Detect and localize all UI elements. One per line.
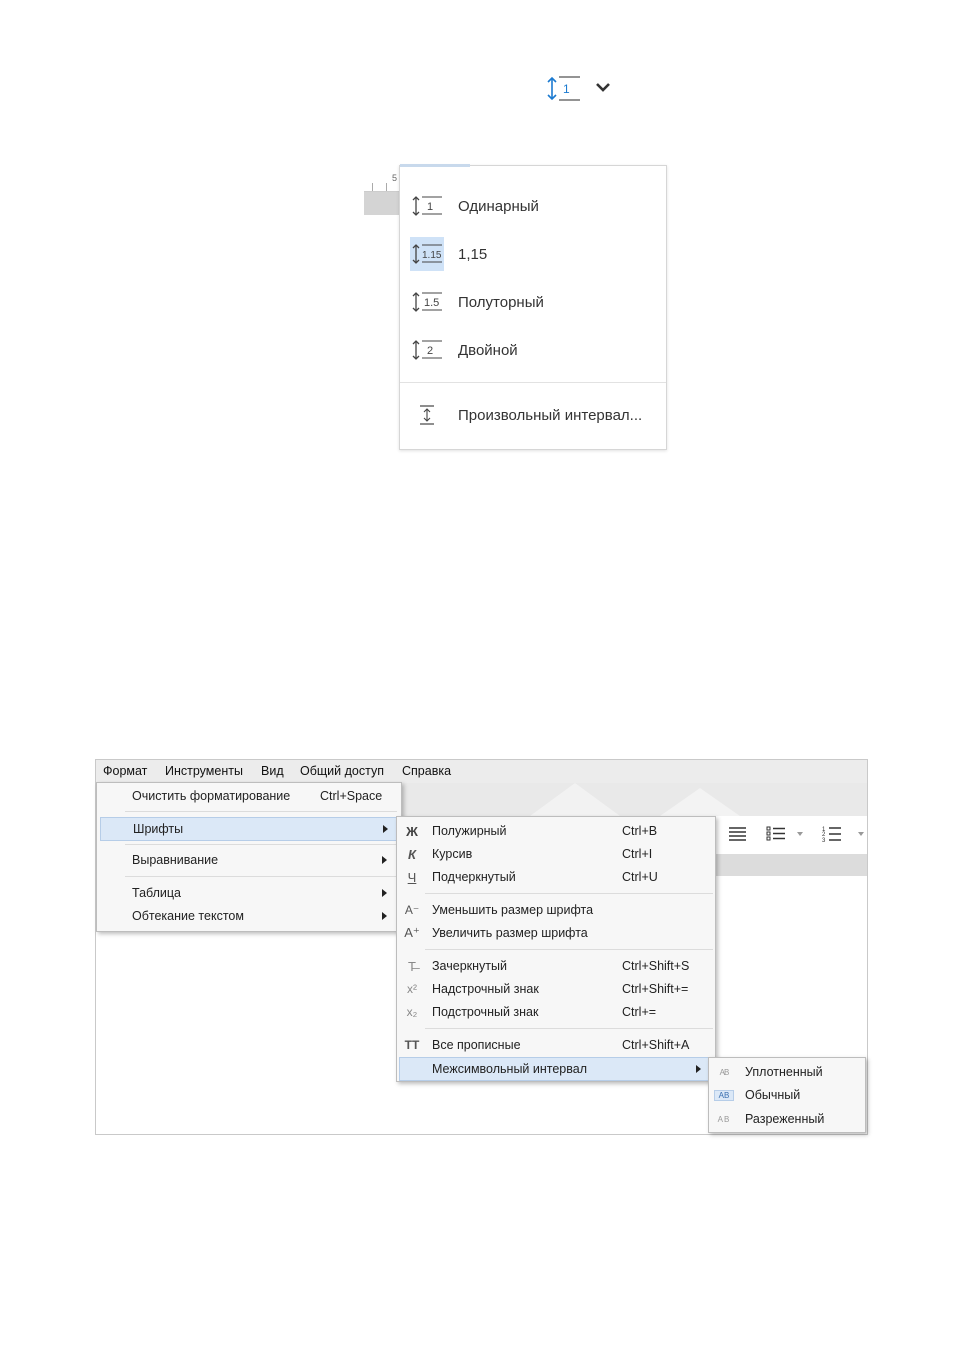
- line-spacing-2-icon: [410, 333, 444, 367]
- item-label: Шрифты: [133, 822, 184, 836]
- text-wrap-item[interactable]: [103, 905, 397, 927]
- decrease-font-icon: A⁻: [404, 903, 420, 917]
- option-label: Одинарный: [458, 197, 539, 215]
- option-label: Полуторный: [458, 293, 544, 311]
- normal-spacing-icon: AB: [714, 1090, 734, 1101]
- item-label: Таблица: [132, 886, 182, 900]
- line-spacing-option-double[interactable]: [410, 331, 660, 369]
- chevron-down-icon[interactable]: [595, 80, 611, 94]
- item-label: Обтекание текстом: [132, 909, 244, 923]
- custom-spacing-icon: [410, 398, 444, 432]
- subscript-item[interactable]: [399, 1001, 713, 1023]
- item-shortcut: Ctrl+Shift+=: [622, 982, 689, 996]
- submenu-arrow-icon: [382, 856, 387, 864]
- item-label: Обычный: [745, 1088, 801, 1102]
- menu-view[interactable]: Вид: [261, 764, 284, 778]
- decrease-font-item[interactable]: [399, 899, 713, 921]
- spacing-option-expanded[interactable]: [711, 1108, 863, 1130]
- bold-icon: Ж: [406, 823, 418, 839]
- item-label: Надстрочный знак: [432, 982, 539, 996]
- item-label: Курсив: [432, 847, 473, 861]
- italic-item[interactable]: [399, 843, 713, 865]
- svg-text:3: 3: [822, 838, 826, 843]
- menubar: [96, 760, 867, 783]
- item-label: Зачеркнутый: [432, 959, 507, 973]
- option-label: Произвольный интервал...: [458, 406, 643, 424]
- ruler-grey-strip: [364, 192, 399, 215]
- item-label: Очистить форматирование: [132, 789, 291, 803]
- bullet-list-icon[interactable]: [766, 826, 804, 842]
- table-item[interactable]: [103, 882, 397, 904]
- menu-separator: [400, 382, 666, 383]
- strikethrough-icon: T̶: [408, 958, 416, 974]
- italic-icon: К: [408, 846, 416, 862]
- fonts-item[interactable]: [100, 817, 398, 841]
- menu-separator: [125, 876, 397, 877]
- item-shortcut: Ctrl+Shift+S: [622, 959, 690, 973]
- item-label: Выравнивание: [132, 853, 219, 867]
- svg-text:2: 2: [822, 832, 826, 838]
- item-label: Разреженный: [745, 1112, 825, 1126]
- item-label: Увеличить размер шрифта: [432, 926, 588, 940]
- item-shortcut: Ctrl+Space: [320, 789, 383, 803]
- svg-text:1.15: 1.15: [422, 250, 442, 261]
- menu-sharing[interactable]: Общий доступ: [300, 764, 384, 778]
- menu-separator: [425, 893, 713, 894]
- line-spacing-option-one-and-half[interactable]: [410, 283, 660, 321]
- spacing-option-condensed[interactable]: [711, 1061, 863, 1083]
- option-label: 1,15: [458, 245, 488, 263]
- item-shortcut: Ctrl+I: [622, 847, 653, 861]
- line-spacing-option-single[interactable]: [410, 187, 660, 225]
- line-spacing-1-5-icon: [410, 285, 444, 319]
- submenu-arrow-icon: [382, 912, 387, 920]
- ruler-fragment: [364, 165, 399, 450]
- menu-help[interactable]: Справка: [402, 764, 452, 778]
- svg-text:1.5: 1.5: [424, 297, 440, 309]
- menu-format[interactable]: Формат: [103, 764, 148, 778]
- submenu-arrow-icon: [696, 1065, 701, 1073]
- align-justify-icon[interactable]: [728, 826, 748, 842]
- item-label: Все прописные: [432, 1038, 521, 1052]
- superscript-item[interactable]: [399, 978, 713, 1000]
- item-shortcut: Ctrl+B: [622, 824, 658, 838]
- ruler: [364, 173, 399, 192]
- character-spacing-submenu: [708, 1057, 866, 1133]
- format-menu: [96, 782, 402, 932]
- all-caps-icon: TT: [404, 1038, 420, 1052]
- superscript-icon: x²: [407, 982, 417, 996]
- svg-text:2: 2: [427, 345, 434, 357]
- option-label: Двойной: [458, 341, 518, 359]
- line-spacing-option-1-15[interactable]: [410, 235, 660, 273]
- svg-text:1: 1: [427, 201, 434, 213]
- menu-tools[interactable]: Инструменты: [165, 764, 243, 778]
- menu-anchor-highlight: [400, 164, 470, 167]
- item-shortcut: Ctrl+U: [622, 870, 658, 884]
- increase-font-icon: A⁺: [404, 925, 420, 940]
- svg-text:1: 1: [822, 827, 826, 833]
- all-caps-item[interactable]: [399, 1034, 713, 1056]
- condensed-spacing-icon: AB: [719, 1067, 729, 1077]
- line-spacing-menu: [399, 165, 667, 450]
- item-shortcut: Ctrl+=: [622, 1005, 657, 1019]
- item-label: Уменьшить размер шрифта: [432, 903, 594, 917]
- item-label: Подстрочный знак: [432, 1005, 539, 1019]
- clear-formatting-item[interactable]: [103, 785, 397, 807]
- underline-item[interactable]: [399, 866, 713, 888]
- alignment-item[interactable]: [103, 849, 397, 871]
- item-shortcut: Ctrl+Shift+A: [622, 1038, 690, 1052]
- submenu-arrow-icon: [382, 889, 387, 897]
- ruler-strip: [715, 854, 867, 876]
- underline-icon: Ч: [407, 869, 417, 885]
- fonts-submenu: [396, 816, 716, 1082]
- menu-separator: [425, 1028, 713, 1029]
- background-pattern: [400, 783, 867, 816]
- ruler-digit: 5: [391, 173, 397, 183]
- line-spacing-1-icon: [545, 74, 581, 104]
- subscript-icon: x₂: [406, 1005, 418, 1019]
- submenu-arrow-icon: [383, 825, 388, 833]
- item-label: Уплотненный: [745, 1065, 823, 1079]
- increase-font-item[interactable]: [399, 922, 713, 944]
- spacing-option-normal[interactable]: [711, 1084, 863, 1106]
- toolbar-row: [715, 816, 867, 854]
- menu-separator: [125, 811, 397, 812]
- custom-line-spacing-option[interactable]: [410, 396, 660, 434]
- line-spacing-1-icon: [410, 189, 444, 223]
- toolbar-background: [400, 783, 867, 816]
- menu-separator: [425, 949, 713, 950]
- character-spacing-item[interactable]: [399, 1057, 713, 1081]
- bold-item[interactable]: [399, 820, 713, 842]
- line-spacing-button[interactable]: [545, 74, 625, 104]
- item-label: Подчеркнутый: [432, 870, 516, 884]
- svg-text:1: 1: [563, 82, 570, 96]
- strikethrough-item[interactable]: [399, 955, 713, 977]
- numbered-list-icon[interactable]: [822, 825, 866, 843]
- menu-separator: [125, 844, 397, 845]
- expanded-spacing-icon: AB: [717, 1114, 731, 1124]
- item-label: Полужирный: [432, 824, 507, 838]
- item-label: Межсимвольный интервал: [432, 1062, 587, 1076]
- line-spacing-1-15-icon: [410, 237, 444, 271]
